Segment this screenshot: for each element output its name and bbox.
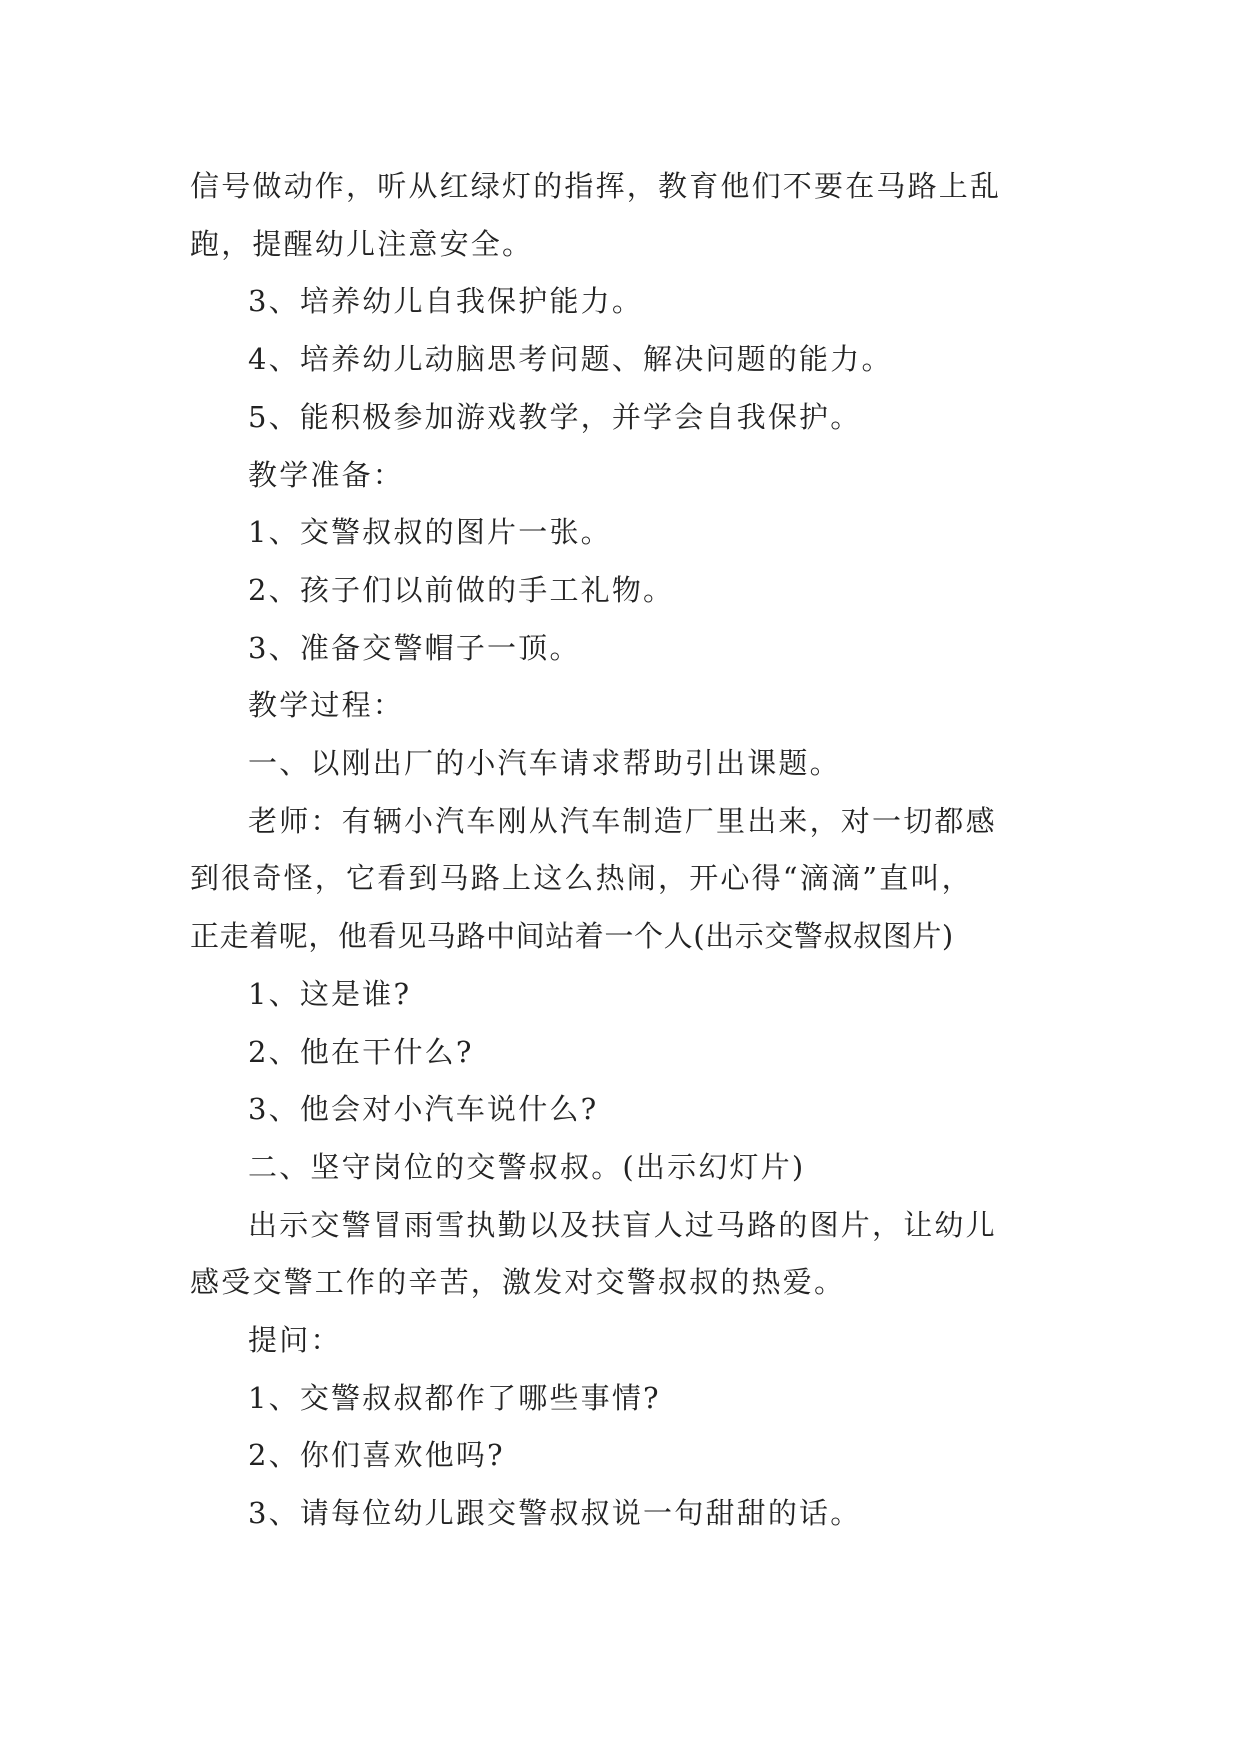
text-line: 信号做动作，听从红绿灯的指挥，教育他们不要在马路上乱 [190, 169, 1002, 203]
question-1 [190, 966, 1050, 1024]
text-line: 1、这是谁? [248, 976, 412, 1011]
question-list-2 [190, 1427, 1050, 1485]
text-line: 跑，提醒幼儿注意安全。 [190, 226, 534, 261]
paragraph-objective-2-continued [190, 158, 1050, 273]
text-line: 2、你们喜欢他吗? [248, 1438, 505, 1473]
text-line: 1、交警叔叔的图片一张。 [248, 515, 612, 550]
section-heading-preparation [190, 447, 1050, 505]
question-list-1 [190, 1370, 1050, 1428]
text-line: 提问： [248, 1323, 342, 1358]
text-line: 一、以刚出厂的小汽车请求帮助引出课题。 [248, 746, 841, 781]
list-item-preparation-3 [190, 620, 1050, 678]
list-item-preparation-2 [190, 562, 1050, 620]
text-line: 感受交警工作的辛苦，激发对交警叔叔的热爱。 [190, 1265, 846, 1300]
text-line: 到很奇怪，它看到马路上这么热闹，开心得“滴滴”直叫， [190, 861, 973, 896]
text-line: 出示交警冒雨雪执勤以及扶盲人过马路的图片，让幼儿 [248, 1207, 997, 1242]
text-line: 3、培养幼儿自我保护能力。 [248, 284, 644, 319]
text-line: 3、他会对小汽车说什么? [248, 1092, 599, 1127]
list-item-objective-4 [190, 331, 1050, 389]
list-item-preparation-1 [190, 504, 1050, 562]
paragraph-show-pictures [190, 1197, 1050, 1312]
paragraph-teacher-story [190, 793, 1050, 966]
text-line: 正走着呢，他看见马路中间站着一个人(出示交警叔叔图片) [190, 919, 954, 954]
text-line: 教学过程： [248, 688, 405, 723]
list-item-objective-3 [190, 273, 1050, 331]
text-line: 2、孩子们以前做的手工礼物。 [248, 572, 675, 607]
text-line: 4、培养幼儿动脑思考问题、解决问题的能力。 [248, 342, 893, 377]
question-3 [190, 1081, 1050, 1139]
section-heading-process [190, 677, 1050, 735]
text-line: 3、准备交警帽子一顶。 [248, 630, 581, 665]
text-line: 二、坚守岗位的交警叔叔。(出示幻灯片) [248, 1149, 806, 1184]
section-heading-questions [190, 1312, 1050, 1370]
process-step-2 [190, 1139, 1050, 1197]
text-line: 老师：有辆小汽车刚从汽车制造厂里出来，对一切都感 [248, 803, 997, 838]
text-line: 教学准备： [248, 457, 405, 492]
document-body [190, 158, 1050, 1543]
process-step-1 [190, 735, 1050, 793]
text-line: 3、请每位幼儿跟交警叔叔说一句甜甜的话。 [248, 1496, 862, 1531]
text-line: 2、他在干什么? [248, 1034, 474, 1069]
list-item-objective-5 [190, 389, 1050, 447]
text-line: 5、能积极参加游戏教学，并学会自我保护。 [248, 399, 862, 434]
question-list-3 [190, 1485, 1050, 1543]
question-2 [190, 1024, 1050, 1082]
text-line: 1、交警叔叔都作了哪些事情? [248, 1380, 661, 1415]
